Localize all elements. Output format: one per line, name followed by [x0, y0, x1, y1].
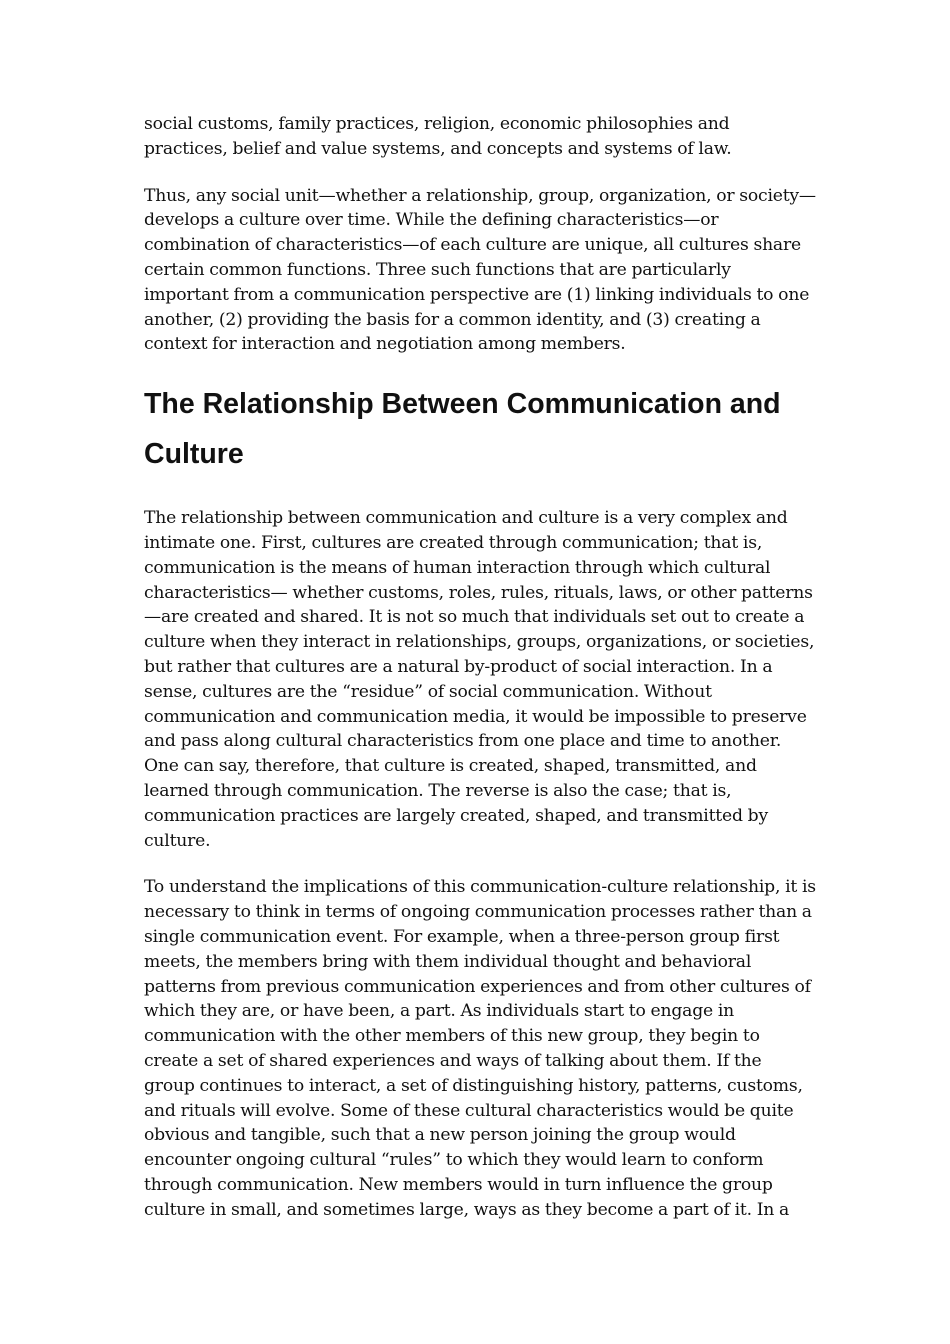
paragraph: To understand the implications of this communication-culture relationship, it is necessary to think in terms of ongoing communication processes rather than a single communication event. For example, when a three-person group first meets, the members bring with them individual thought and behavioral patterns from previous communication experiences and from other cultures of which they are, or have been, a part. As individuals start to engage in communication with the other members of this new group, they begin to create a set of shared experiences and ways of talking about them. If the group continues to interact, a set of distinguishing history, patterns, customs, and rituals will evolve. Some of these cultural characteristics would be quite obvious and tangible, such that a new person joining the group would encounter ongoing cultural “rules” to which they would learn to conform through communication. New members would in turn influence the group culture in small, and sometimes large, ways as they become a part of it. In a [144, 877, 816, 1220]
paragraph: social customs, family practices, religion, economic philosophies and practices, belief and value systems, and concepts and systems of law. [144, 114, 732, 159]
paragraph: The relationship between communication and culture is a very complex and intimate one. First, cultures are created through communication; that is, communication is the means of human interaction through which cultural characteristics— whether customs, roles, rules, rituals, laws, or other patterns—are created and shared. It is not so much that individuals set out to create a culture when they interact in relationships, groups, organizations, or societies, but rather that cultures are a natural by-product of social interaction. In a sense, cultures are the “residue” of social communication. Without communication and communication media, it would be impossible to preserve and pass along cultural characteristics from one place and time to another. One can say, therefore, that culture is created, shaped, transmitted, and learned through communication. The reverse is also the case; that is, communication practices are largely created, shaped, and transmitted by culture. [144, 508, 815, 851]
document-page [144, 112, 816, 1222]
paragraph: Thus, any social unit—whether a relationship, group, organization, or society—develops a culture over time. While the defining characteristics—or combination of characteristics—of each culture are unique, all cultures share certain common functions. Three such functions that are particularly important from a communication perspective are (1) linking individuals to one another, (2) providing the basis for a common identity, and (3) creating a context for interaction and negotiation among members. [144, 185, 816, 355]
section-heading: The Relationship Between Communication and Culture [144, 388, 781, 471]
